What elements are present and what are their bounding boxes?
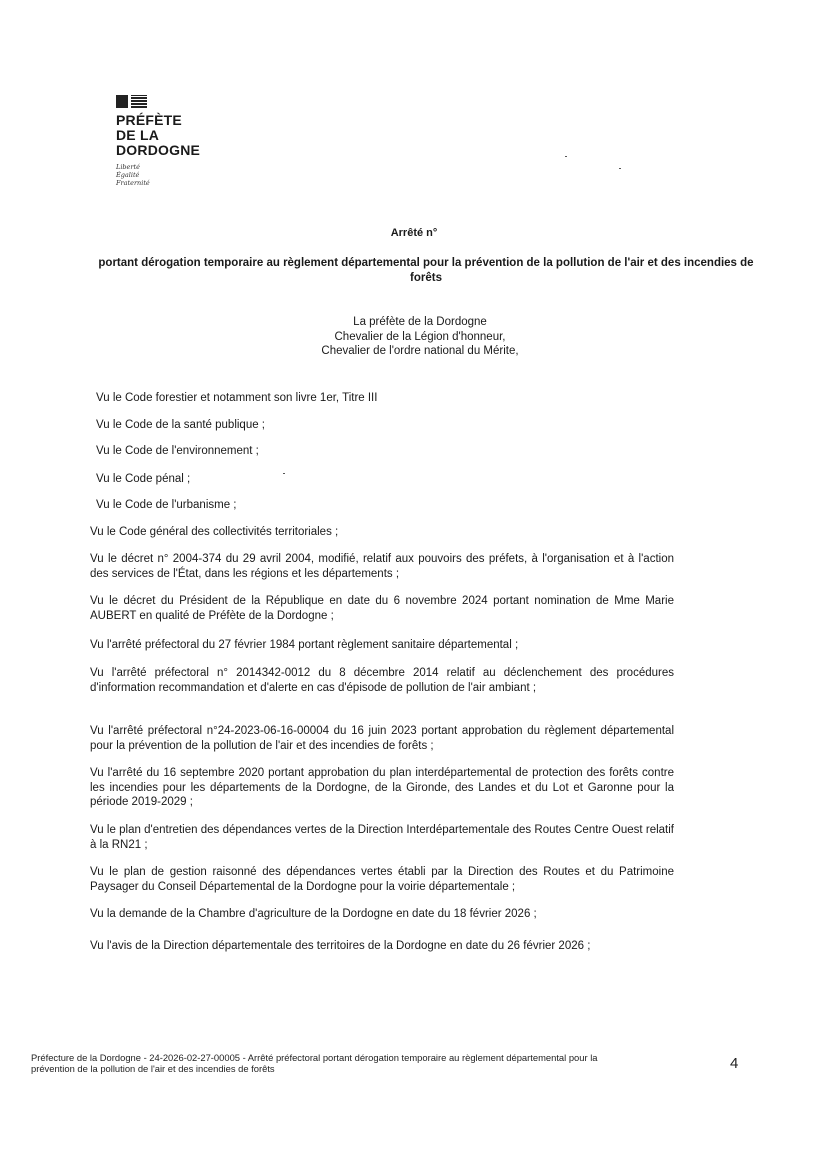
footer-line: Préfecture de la Dordogne - 24-2026-02-27-00005 - Arrêté préfectoral portant dérogation temporaire au règlement départemental pour la <box>31 1052 598 1063</box>
consideration-item: Vu le Code général des collectivités territoriales ; <box>90 526 339 538</box>
consideration-item: Vu le Code de l'urbanisme ; <box>96 499 237 511</box>
consideration-item: Vu le Code pénal ; <box>96 473 191 485</box>
consideration-item: Vu la demande de la Chambre d'agriculture de la Dordogne en date du 18 février 2026 ; <box>90 908 537 920</box>
prefect-line: Chevalier de l'ordre national du Mérite, <box>321 345 519 357</box>
consideration-item: Vu le Code forestier et notamment son livre 1er, Titre III <box>96 392 378 404</box>
consideration-item: Vu le plan d'entretien des dépendances vertes de la Direction Interdépartementale des Routes Centre Ouest relatif à la RN21 ; <box>90 824 674 851</box>
prefect-line: La préfète de la Dordogne <box>353 316 487 328</box>
logo-line-1: PRÉFÈTE <box>116 112 182 128</box>
footer-line: prévention de la pollution de l'air et des incendies de forêts <box>31 1063 275 1074</box>
decree-title: Arrêté n° <box>390 227 438 239</box>
consideration-item: Vu l'arrêté du 16 septembre 2020 portant approbation du plan interdépartemental de protection des forêts contre les incendies pour les départements de la Dordogne, de la Gironde, des Landes et du Lot et Garonne pour la période 2019-2029 ; <box>90 767 674 808</box>
logo-motto: Liberté Égalité Fraternité <box>116 163 150 187</box>
consideration-item: Vu le plan de gestion raisonné des dépendances vertes établi par la Direction des Routes et du Patrimoine Paysager du Conseil Départemental de la Dordogne pour la voirie départementale ; <box>90 866 674 893</box>
consideration-item: Vu l'arrêté préfectoral n°24-2023-06-16-00004 du 16 juin 2023 portant approbation du règlement départemental pour la prévention de la pollution de l'air et des incendies de forêts ; <box>90 725 674 752</box>
prefect-block <box>240 315 600 359</box>
page-footer <box>31 1052 691 1074</box>
prefecture-logo <box>116 95 256 187</box>
consideration-item: Vu le Code de la santé publique ; <box>96 419 266 431</box>
decree-subtitle: portant dérogation temporaire au règlement départemental pour la prévention de la pollution de l'air et des incendies de forêts <box>98 257 754 284</box>
consideration-item: Vu le décret du Président de la République en date du 6 novembre 2024 portant nomination de Mme Marie AUBERT en qualité de Préfète de la Dordogne ; <box>90 595 674 622</box>
consideration-item: Vu le Code de l'environnement ; <box>96 445 259 457</box>
scan-speck <box>619 168 621 169</box>
scan-speck <box>283 473 285 474</box>
logo-line-3: DORDOGNE <box>116 142 201 158</box>
consideration-item: Vu le décret n° 2004-374 du 29 avril 2004, modifié, relatif aux pouvoirs des préfets, à l'organisation et à l'action des services de l'État, dans les régions et les départements ; <box>90 553 674 580</box>
page-number: 4 <box>730 1055 739 1072</box>
consideration-item: Vu l'arrêté préfectoral du 27 février 1984 portant règlement sanitaire départemental ; <box>90 639 519 651</box>
scan-speck <box>565 156 567 157</box>
consideration-item: Vu l'arrêté préfectoral n° 2014342-0012 du 8 décembre 2014 relatif au déclenchement des procédures d'information recommandation et d'alerte en cas d'épisode de pollution de l'air ambiant ; <box>90 667 674 694</box>
republic-emblem-icon <box>116 95 256 108</box>
logo-line-2: DE LA <box>116 127 159 143</box>
prefect-line: Chevalier de la Légion d'honneur, <box>334 330 506 343</box>
consideration-item: Vu l'avis de la Direction départementale des territoires de la Dordogne en date du 26 février 2026 ; <box>90 940 591 952</box>
